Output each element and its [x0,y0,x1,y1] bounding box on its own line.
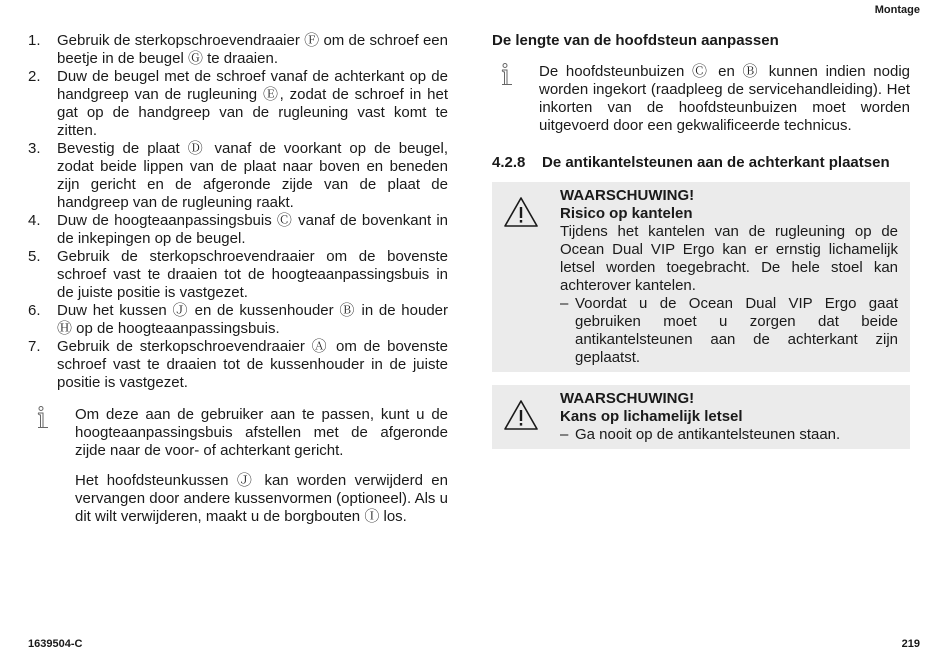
warning-title: Risico op kantelen [560,205,693,222]
info-paragraph: Om deze aan de gebruiker aan te passen, kunt u de hoogteaanpassingsbuis afstellen met de afgeronde zijde naar de voor- of achterkant gericht. [75,406,448,459]
warning-list-item [560,426,898,444]
warning-triangle-icon [492,390,560,444]
step-text: Bevestig de plaat Ⓓ vanaf de voorkant op de beugel, zodat beide lippen van de plaat naar boven en beneden zijn gericht en de afgeronde zijde van de plaat de handgreep van de rugleuning raakt. [57,140,448,211]
subsection-heading [492,154,910,172]
step-item [28,140,448,212]
warning-item-text: Voordat u de Ocean Dual VIP Ergo gaat gebruiken moet u zorgen dat beide antikantelsteunen aan de achterkant zijn geplaatst. [575,295,898,366]
left-column [28,32,448,526]
step-text: Duw de beugel met de schroef vanaf de achterkant op de handgreep van de rugleuning Ⓔ, zodat de schroef in het gat op de handgreep van de rugleuning vast komt te zitten. [57,68,448,139]
step-item [28,338,448,392]
info-paragraph: De hoofdsteunbuizen Ⓒ en Ⓑ kunnen indien nodig worden ingekort (raadpleeg de servicehandleiding). Het inkorten van de hoofdsteunbuizen moet worden uitgevoerd door een gekwalificeerde technicus. [539,63,910,134]
warning-item-text: Ga nooit op de antikantelsteunen staan. [575,426,841,443]
info-icon [28,406,75,526]
step-number: 5. [28,248,41,265]
warning-description: Tijdens het kantelen van de rugleuning op de Ocean Dual VIP Ergo kan er ernstig lichamelijk letsel worden toegebracht. De hele stoel kan achterover kantelen. [560,223,898,294]
step-item [28,302,448,338]
step-text: Duw het kussen Ⓙ en de kussenhouder Ⓑ in de houder Ⓗ op de hoogteaanpassingsbuis. [57,302,448,337]
section-header: Montage [874,4,920,16]
assembly-steps [28,32,448,392]
warning-triangle-icon [492,187,560,367]
info-note [492,63,910,135]
warning-heading: WAARSCHUWING! [560,390,695,407]
subsection-title: De antikantelsteunen aan de achterkant plaatsen [542,154,890,171]
step-text: Duw de hoogteaanpassingsbuis Ⓒ vanaf de bovenkant in de inkepingen op de beugel. [57,212,448,247]
warning-heading: WAARSCHUWING! [560,187,695,204]
step-number: 2. [28,68,41,85]
list-dash: – [560,295,569,312]
step-text: Gebruik de sterkopschroevendraaier Ⓕ om de schroef een beetje in de beugel Ⓖ te draaien. [57,32,448,67]
right-column [492,32,910,449]
page-number: 219 [901,638,920,650]
step-item [28,248,448,302]
step-number: 7. [28,338,41,355]
step-text: Gebruik de sterkopschroevendraaier Ⓐ om de bovenste schroef vast te draaien tot de kussenhouder in de juiste positie is vastgezet. [57,338,448,391]
info-note [28,406,448,526]
section-title: De lengte van de hoofdsteun aanpassen [492,32,779,49]
info-icon [492,63,539,135]
warning-title: Kans op lichamelijk letsel [560,408,743,425]
warning-box [492,385,910,449]
warning-box [492,182,910,372]
step-number: 3. [28,140,41,157]
info-paragraph: Het hoofdsteunkussen Ⓙ kan worden verwijderd en vervangen door andere kussenvormen (optioneel). Als u dit wilt verwijderen, maakt u de borgbouten Ⓘ los. [75,472,448,525]
subsection-number: 4.2.8 [492,154,526,171]
step-number: 6. [28,302,41,319]
list-dash: – [560,426,569,443]
step-item [28,32,448,68]
step-number: 4. [28,212,41,229]
step-item [28,212,448,248]
step-item [28,68,448,140]
warning-list-item [560,295,898,367]
step-text: Gebruik de sterkopschroevendraaier om de bovenste schroef vast te draaien tot de hoogteaanpassingsbuis in de juiste positie is vastgezet. [57,248,448,301]
document-number: 1639504-C [28,638,83,650]
step-number: 1. [28,32,41,49]
